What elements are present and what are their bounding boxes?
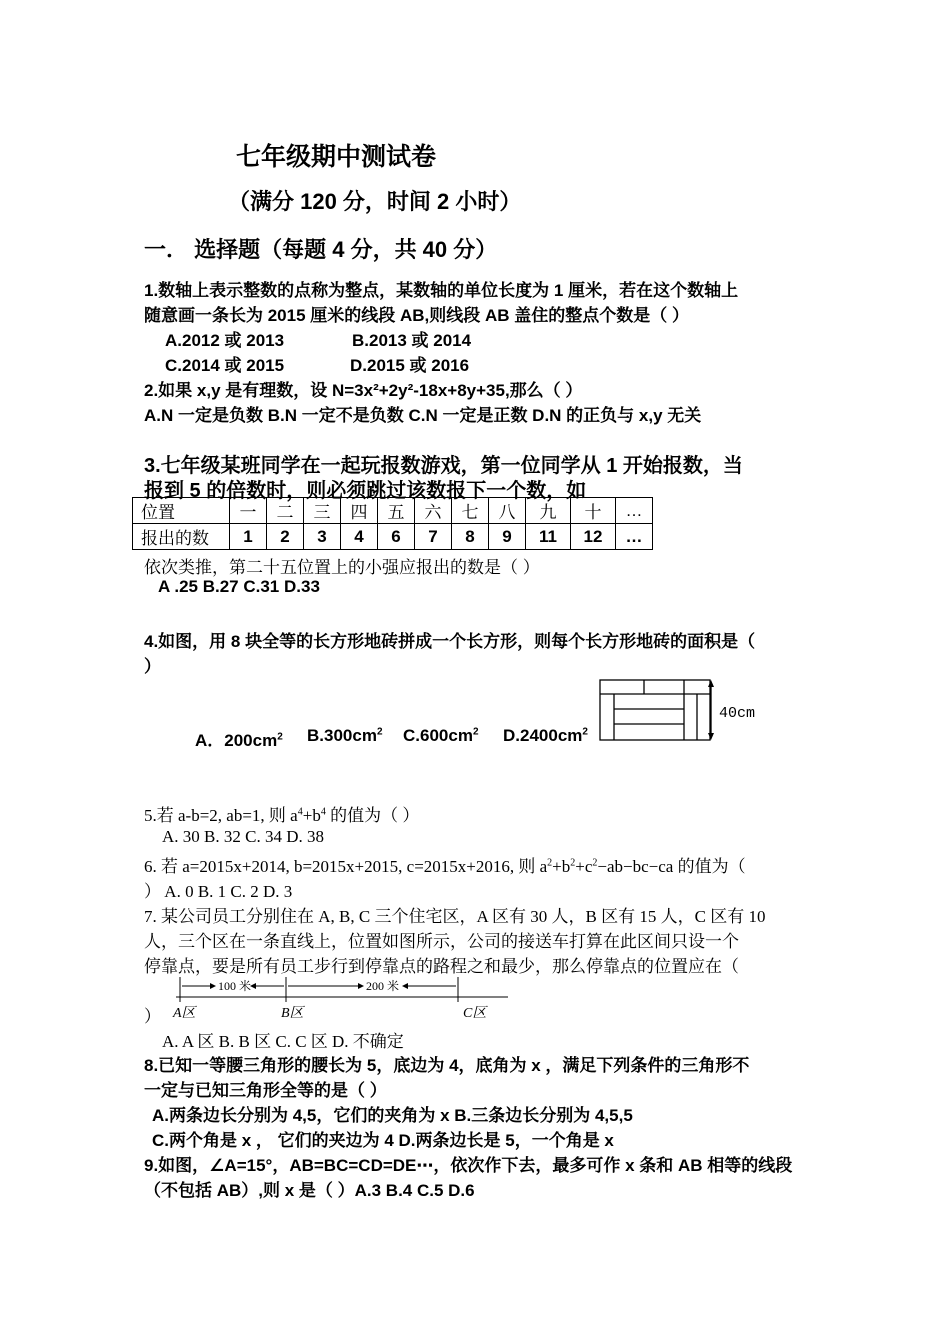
q1-option-c: C.2014 或 2015	[165, 356, 285, 375]
q8-line2: 一定与已知三角形全等的是（ ）	[144, 1081, 387, 1100]
q4-option-b: $B.300cm^2$	[307, 726, 383, 745]
table-cell: 八	[489, 498, 526, 524]
q5-options: A. 30 B. 32 C. 34 D. 38	[162, 827, 324, 846]
q4-option-c: $C.600cm^2$	[403, 726, 479, 745]
table-row	[133, 524, 653, 550]
q1-line1: 1.数轴上表示整数的点称为整点，某数轴的单位长度为 1 厘米，若在这个数轴上	[144, 281, 739, 300]
q1-option-a: A.2012 或 2013	[165, 331, 285, 350]
table-cell: 九	[526, 498, 571, 524]
page-title: 七年级期中测试卷	[236, 143, 437, 171]
table-cell: 3	[304, 524, 341, 550]
number-table	[132, 497, 653, 550]
q3-line3: 依次类推，第二十五位置上的小强应报出的数是（ ）	[144, 558, 540, 577]
table-cell: 2	[267, 524, 304, 550]
q2-options: A.N 一定是负数 B.N 一定不是负数 C.N 一定是正数 D.N 的正负与 x,y 无关	[144, 406, 702, 425]
q6-line2: ） A. 0 B. 1 C. 2 D. 3	[144, 882, 293, 901]
q8-options-2: C.两个角是 x ， 它们的夹边为 4 D.两条边长是 5，一个角是 x	[152, 1131, 614, 1150]
table-cell: …	[616, 524, 653, 550]
q3-line2: 报到 5 的倍数时，则必须跳过该数报下一个数，如	[144, 480, 587, 502]
table-cell: 9	[489, 524, 526, 550]
table-cell: 十	[571, 498, 616, 524]
q8-line1: 8.已知一等腰三角形的腰长为 5，底边为 4，底角为 x ，满足下列条件的三角形不	[144, 1056, 750, 1075]
tile-figure	[596, 676, 776, 746]
table-cell: 1	[230, 524, 267, 550]
q7-line2: 人，三个区在一条直线上，位置如图所示，公司的接送车打算在此区间只设一个	[144, 932, 739, 951]
q7-line4: ）	[144, 1007, 161, 1026]
table-cell: 报出的数	[133, 524, 230, 550]
table-row	[133, 498, 653, 524]
table-cell: 四	[341, 498, 378, 524]
distance-label-1: 100 米	[218, 979, 252, 993]
distance-label-2: 200 米	[366, 979, 400, 993]
point-b-label: B区	[281, 1006, 304, 1021]
section-heading: 一． 选择题（每题 4 分，共 40 分）	[144, 237, 498, 262]
q4-option-a: A．$200cm^2$	[195, 731, 283, 750]
q8-options-1: A.两条边长分别为 4,5，它们的夹角为 x B.三条边长分别为 4,5,5	[152, 1106, 633, 1125]
q1-option-d: D.2015 或 2016	[350, 356, 470, 375]
q1-option-b: B.2013 或 2014	[352, 331, 472, 350]
page-subtitle: （满分 120 分，时间 2 小时）	[228, 189, 522, 214]
number-line-figure	[168, 972, 518, 1022]
q7-line1: 7. 某公司员工分别住在 A, B, C 三个住宅区，A 区有 30 人，B 区有 15 人，C 区有 10	[144, 907, 766, 926]
q1-line2: 随意画一条长为 2015 厘米的线段 AB,则线段 AB 盖住的整点个数是（ ）	[144, 306, 689, 325]
point-a-label: A区	[173, 1006, 196, 1021]
table-cell: 6	[378, 524, 415, 550]
table-cell: …	[616, 498, 653, 524]
point-c-label: C区	[463, 1006, 487, 1021]
table-cell: 七	[452, 498, 489, 524]
table-cell: 二	[267, 498, 304, 524]
table-cell: 11	[526, 524, 571, 550]
table-cell: 五	[378, 498, 415, 524]
table-cell: 12	[571, 524, 616, 550]
q2-line1: 2.如果 x,y 是有理数，设 N=3x²+2y²-18x+8y+35,那么（ ）	[144, 381, 583, 400]
table-cell: 六	[415, 498, 452, 524]
table-cell: 7	[415, 524, 452, 550]
q4-option-d: $D.2400cm^2$	[503, 726, 588, 745]
table-cell: 三	[304, 498, 341, 524]
q6-line1: 6. 若 a=2015x+2014, b=2015x+2015, c=2015x+2016, 则 $a^2+b^2+c^2-ab-bc-ca$ 的值为（	[144, 857, 746, 876]
q3-line1: 3.七年级某班同学在一起玩报数游戏，第一位同学从 1 开始报数，当	[144, 455, 743, 477]
table-cell: 一	[230, 498, 267, 524]
q3-options: A .25 B.27 C.31 D.33	[158, 577, 320, 596]
table-cell: 4	[341, 524, 378, 550]
table-cell: 8	[452, 524, 489, 550]
q7-line3: 停靠点，要是所有员工步行到停靠点的路程之和最少，那么停靠点的位置应在（	[144, 957, 739, 976]
q4-line1: 4.如图，用 8 块全等的长方形地砖拼成一个长方形，则每个长方形地砖的面积是（	[144, 632, 756, 651]
q4-line2: ）	[144, 657, 161, 676]
q5-line1: 5.若 a-b=2, ab=1, 则 $a^4+b^4$ 的值为（ ）	[144, 806, 420, 825]
q7-options: A. A 区 B. B 区 C. C 区 D. 不确定	[162, 1032, 404, 1051]
table-cell: 位置	[133, 498, 230, 524]
q9-line2: （不包括 AB）,则 x 是（ ）A.3 B.4 C.5 D.6	[144, 1181, 475, 1200]
q9-line1: 9.如图，∠A=15°，AB=BC=CD=DE⋯，依次作下去，最多可作 x 条和 AB 相等的线段	[144, 1156, 793, 1175]
figure-label: 40cm	[719, 705, 756, 722]
